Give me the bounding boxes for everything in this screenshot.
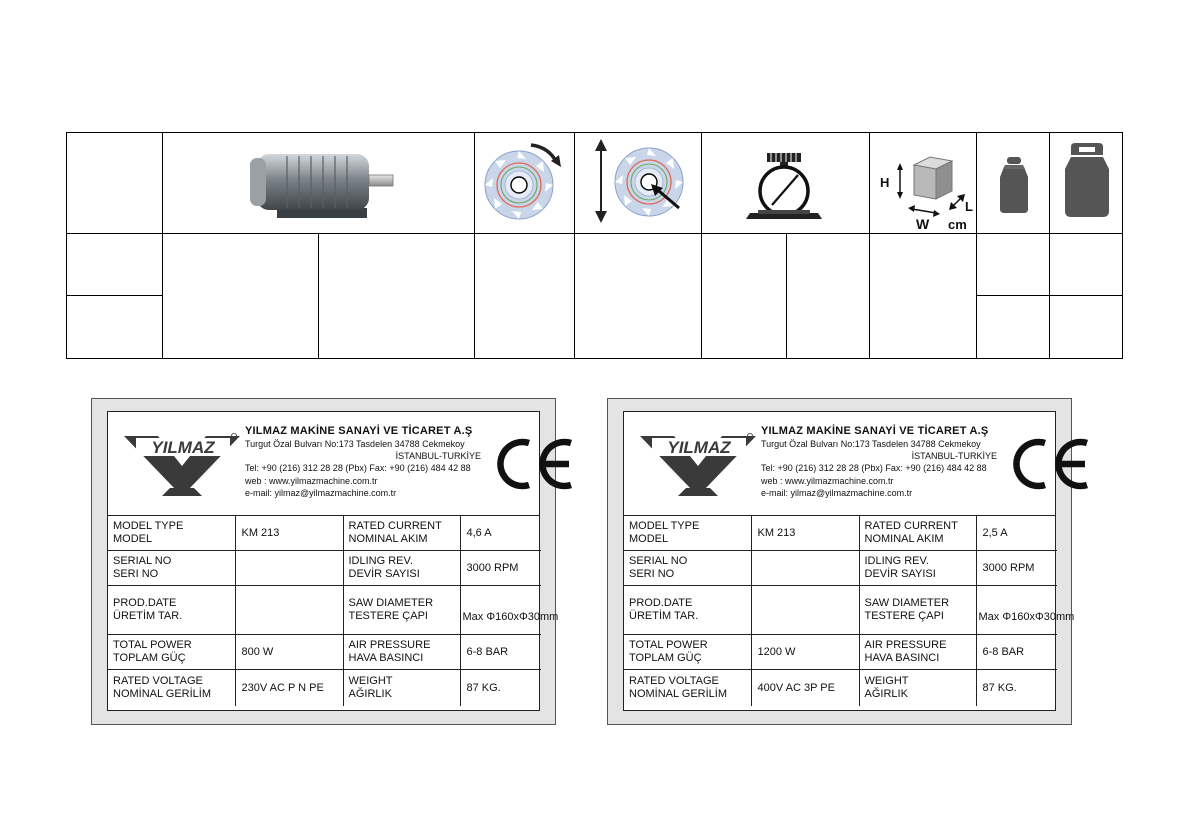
company-web: web : www.yilmazmachine.com.tr: [761, 475, 894, 486]
dimension-unit-label: cm: [948, 217, 968, 233]
row-label-cell-1: [66, 233, 163, 296]
saw-diameter-cell: [574, 233, 702, 359]
spec-label: RATED CURRENT NOMINAL AKIM: [859, 516, 976, 551]
spec-value: 87 KG.: [976, 670, 1057, 707]
spec-table: [67, 133, 1124, 360]
spec-row: [108, 635, 541, 670]
weight-gross-cell-2: [1049, 295, 1123, 359]
spec-value: Max Φ160xΦ30mm: [460, 586, 541, 635]
spec-label: AIR PRESSURE HAVA BASINCI: [343, 635, 460, 670]
air-pressure-cell-1: [701, 233, 787, 359]
spec-row: [624, 635, 1057, 670]
spec-value: KM 213: [235, 516, 343, 551]
spec-row: [624, 516, 1057, 551]
header-cell-motor: [162, 132, 475, 234]
company-web: web : www.yilmazmachine.com.tr: [245, 475, 378, 486]
dimension-height-label: H: [880, 175, 890, 191]
spec-value: Max Φ160xΦ30mm: [976, 586, 1057, 635]
spec-label: SERIAL NO SERI NO: [108, 551, 235, 586]
weight-net-cell-1: [976, 233, 1050, 296]
air-pressure-cell-2: [786, 233, 870, 359]
spec-label: AIR PRESSURE HAVA BASINCI: [859, 635, 976, 670]
header-cell-saw-diameter: [574, 132, 702, 234]
company-email: e-mail: yilmaz@yilmazmachine.com.tr: [245, 487, 397, 498]
ce-mark: [1009, 436, 1095, 492]
logo-text: YILMAZ: [667, 438, 731, 457]
ce-mark: [493, 436, 579, 492]
spec-value: [235, 551, 343, 586]
nameplate-left: [91, 398, 559, 725]
header-cell-dimensions: [869, 132, 977, 234]
motor-icon: [247, 146, 397, 224]
dimensions-box-icon: [872, 139, 976, 233]
spec-value: 230V AC P N PE: [235, 670, 343, 707]
company-name: YILMAZ MAKİNE SANAYİ VE TİCARET A.Ş: [761, 425, 989, 437]
company-phone: Tel: +90 (216) 312 28 28 (Pbx) Fax: +90 (216) 484 42 88: [245, 463, 471, 474]
spec-value: 4,6 A: [460, 516, 541, 551]
spec-label: RATED VOLTAGE NOMİNAL GERİLİM: [624, 670, 751, 707]
spec-value: 3000 RPM: [976, 551, 1057, 586]
motor-voltage-cell: [318, 233, 475, 359]
spec-value: KM 213: [751, 516, 859, 551]
spec-label: TOTAL POWER TOPLAM GÜÇ: [108, 635, 235, 670]
weight-net-cell-2: [976, 295, 1050, 359]
motor-power-cell: [162, 233, 319, 359]
weight-gross-cell-1: [1049, 233, 1123, 296]
spec-row: [108, 551, 541, 586]
saw-rotation-cell: [474, 233, 575, 359]
saw-blade-rotation-icon: [483, 139, 569, 225]
spec-row: [624, 670, 1057, 707]
company-address: Turgut Özal Bulvarı No:173 Tasdelen 34788 Cekmekoy: [245, 439, 465, 449]
spec-label: IDLING REV. DEVİR SAYISI: [859, 551, 976, 586]
yilmaz-logo: [638, 428, 758, 498]
header-cell-weight-gross: [1049, 132, 1123, 234]
pressure-gauge-icon: [742, 147, 832, 227]
spec-value: [751, 586, 859, 635]
logo-text: YILMAZ: [151, 438, 215, 457]
nameplate-body: [623, 411, 1075, 711]
company-city: İSTANBUL-TURKİYE: [911, 451, 997, 462]
saw-blade-diameter-icon: [585, 137, 695, 227]
header-cell-saw-rotation: [474, 132, 575, 234]
spec-label: IDLING REV. DEVİR SAYISI: [343, 551, 460, 586]
spec-label: TOTAL POWER TOPLAM GÜÇ: [624, 635, 751, 670]
company-email: e-mail: yilmaz@yilmazmachine.com.tr: [761, 487, 913, 498]
spec-label: RATED CURRENT NOMINAL AKIM: [343, 516, 460, 551]
spec-value: 400V AC 3P PE: [751, 670, 859, 707]
nameplate-header: [624, 412, 1055, 516]
spec-value: [751, 551, 859, 586]
large-weight-icon: [1059, 139, 1115, 219]
company-name: YILMAZ MAKİNE SANAYİ VE TİCARET A.Ş: [245, 425, 473, 437]
spec-value: 3000 RPM: [460, 551, 541, 586]
spec-label: PROD.DATE ÜRETİM TAR.: [108, 586, 235, 635]
header-cell-weight-net: [976, 132, 1050, 234]
spec-label: WEIGHT AĞIRLIK: [343, 670, 460, 707]
header-cell-blank: [66, 132, 163, 234]
spec-label: SAW DIAMETER TESTERE ÇAPI: [343, 586, 460, 635]
spec-value: [235, 586, 343, 635]
company-address: Turgut Özal Bulvarı No:173 Tasdelen 34788 Cekmekoy: [761, 439, 981, 449]
dimension-length-label: L: [965, 199, 974, 215]
nameplate-header: [108, 412, 539, 516]
nameplate-spec-grid: [108, 516, 559, 706]
nameplate-spec-grid: [624, 516, 1075, 706]
spec-row: [108, 516, 541, 551]
header-cell-air-pressure: [701, 132, 870, 234]
spec-row: [624, 586, 1057, 635]
spec-label: MODEL TYPE MODEL: [624, 516, 751, 551]
spec-value: 800 W: [235, 635, 343, 670]
spec-label: SERIAL NO SERI NO: [624, 551, 751, 586]
spec-label: WEIGHT AĞIRLIK: [859, 670, 976, 707]
spec-row: [108, 670, 541, 707]
spec-value: 6-8 BAR: [976, 635, 1057, 670]
spec-label: SAW DIAMETER TESTERE ÇAPI: [859, 586, 976, 635]
small-weight-icon: [994, 155, 1034, 215]
nameplate-right: [607, 398, 1075, 725]
spec-label: RATED VOLTAGE NOMİNAL GERİLİM: [108, 670, 235, 707]
company-phone: Tel: +90 (216) 312 28 28 (Pbx) Fax: +90 (216) 484 42 88: [761, 463, 987, 474]
company-info: [761, 424, 1011, 499]
yilmaz-logo: [122, 428, 242, 498]
dimension-width-label: W: [916, 216, 930, 233]
spec-value: 87 KG.: [460, 670, 541, 707]
spec-label: MODEL TYPE MODEL: [108, 516, 235, 551]
spec-value: 2,5 A: [976, 516, 1057, 551]
spec-label: PROD.DATE ÜRETİM TAR.: [624, 586, 751, 635]
nameplate-body: [107, 411, 559, 711]
dimensions-cell: [869, 233, 977, 359]
spec-value: 6-8 BAR: [460, 635, 541, 670]
company-info: [245, 424, 495, 499]
spec-row: [108, 586, 541, 635]
company-city: İSTANBUL-TURKİYE: [395, 451, 481, 462]
row-label-cell-2: [66, 295, 163, 359]
spec-row: [624, 551, 1057, 586]
spec-value: 1200 W: [751, 635, 859, 670]
